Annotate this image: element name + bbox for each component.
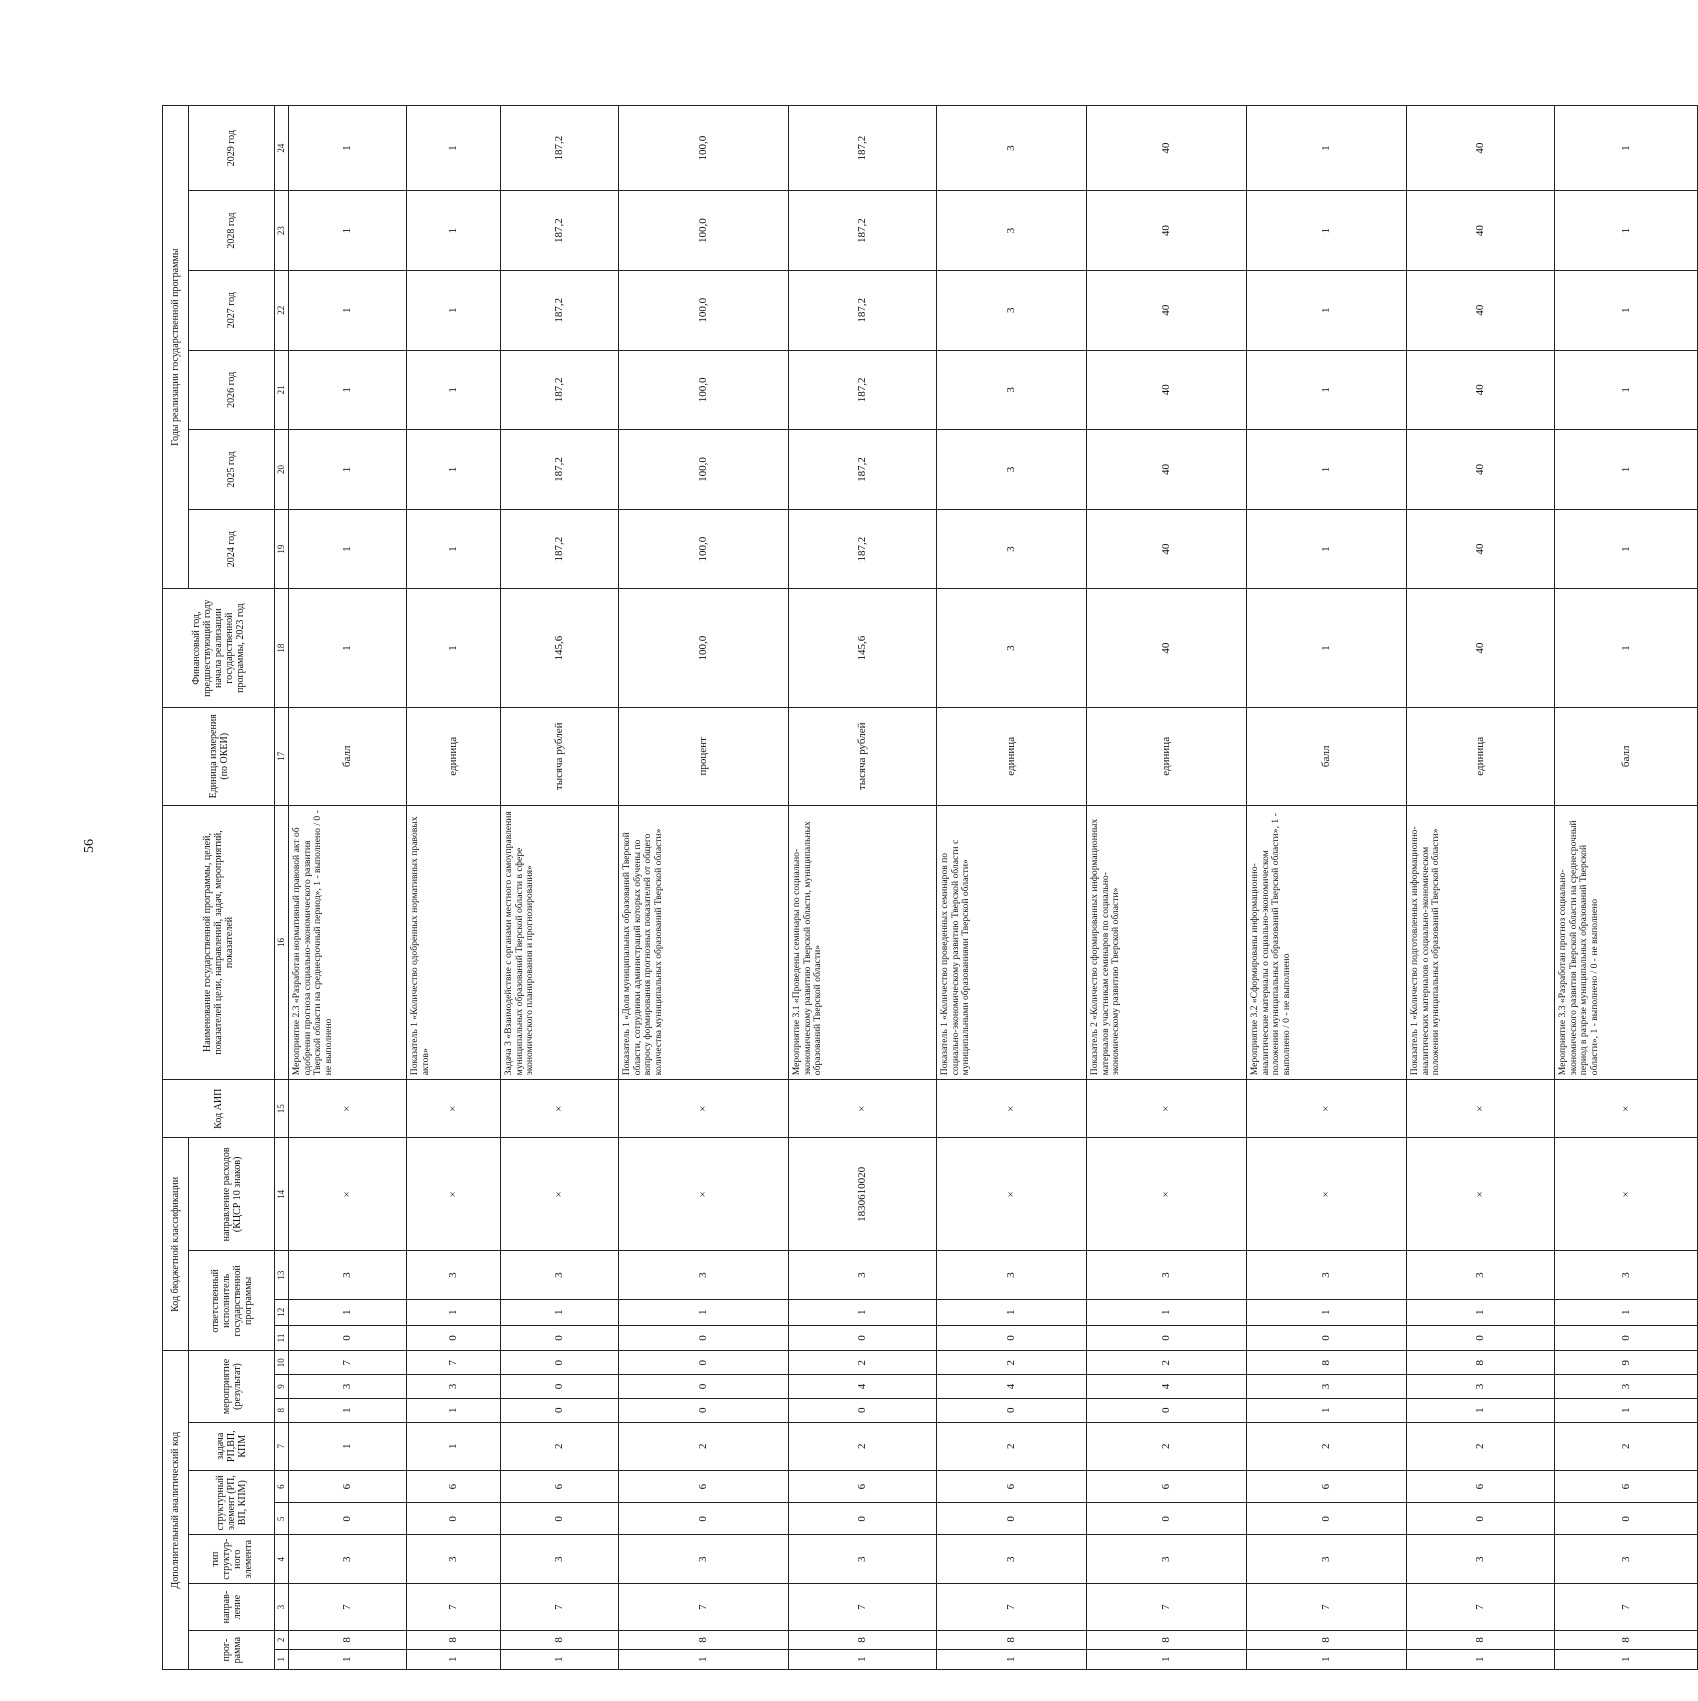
base-year-cell: 1 [1555,589,1698,707]
code-cell: 0 [1087,1325,1247,1351]
code-cell: 0 [789,1325,937,1351]
year-value-cell: 1 [1555,270,1698,350]
code-cell: 0 [501,1503,619,1535]
code-cell: 3 [1407,1251,1555,1299]
header-year-2027: 2027 год [189,270,275,350]
year-value-cell: 1 [289,350,407,430]
code-cell: 4 [937,1375,1087,1399]
header-direction: направ-ление [189,1583,275,1630]
code-cell: 6 [1555,1470,1698,1502]
code-cell: 1 [1247,1398,1407,1422]
table-row [619,106,789,1670]
year-value-cell: 100,0 [619,430,789,510]
year-value-cell: 187,2 [501,106,619,191]
code-cell: 8 [1555,1631,1698,1649]
year-value-cell: 187,2 [501,191,619,271]
code-cell: 3 [407,1375,501,1399]
code-cell: 1 [1087,1649,1247,1669]
year-value-cell: 1 [407,106,501,191]
code-cell: 0 [1087,1398,1247,1422]
code-cell: 6 [1247,1470,1407,1502]
code-cell: 3 [1247,1375,1407,1399]
year-value-cell: 40 [1407,430,1555,510]
code-cell: 3 [619,1535,789,1583]
code-cell: 2 [789,1422,937,1470]
code-cell: 0 [1555,1503,1698,1535]
code-cell: 7 [289,1351,407,1375]
year-value-cell: 1 [289,430,407,510]
header-task: задача РП,ВП, КПМ [189,1422,275,1470]
aip-cell: × [937,1080,1087,1138]
base-year-cell: 40 [1087,589,1247,707]
year-value-cell: 1 [289,509,407,589]
code-cell: 7 [1407,1583,1555,1630]
code-cell: 7 [937,1583,1087,1630]
base-year-cell: 40 [1407,589,1555,707]
year-value-cell: 40 [1407,509,1555,589]
year-value-cell: 187,2 [501,270,619,350]
code-cell: 2 [937,1422,1087,1470]
year-value-cell: 1 [1555,106,1698,191]
code-cell: 0 [1407,1325,1555,1351]
column-number: 12 [275,1299,289,1325]
code-cell: 0 [1407,1503,1555,1535]
unit-cell: тысяча рублей [789,707,937,805]
code-cell: 0 [501,1398,619,1422]
column-number: 15 [275,1080,289,1138]
table-row [407,106,501,1670]
code-cell: 9 [1555,1351,1698,1375]
column-number: 1 [275,1649,289,1669]
code-cell: 6 [1407,1470,1555,1502]
code-cell: 6 [501,1470,619,1502]
year-value-cell: 1 [289,191,407,271]
year-value-cell: 1 [289,106,407,191]
unit-cell: единица [1087,707,1247,805]
code-cell: 7 [501,1583,619,1630]
year-value-cell: 40 [1087,270,1247,350]
code-cell: 3 [501,1535,619,1583]
unit-cell: единица [937,707,1087,805]
code-cell: 7 [407,1351,501,1375]
code-cell: 4 [1087,1375,1247,1399]
page-number: 56 [82,839,97,853]
header-name: Наименование государственной программы, целей, показателей цели, направлений, задач, мероприятий, показателей [163,805,275,1079]
year-value-cell: 40 [1407,270,1555,350]
kcsr-cell: × [289,1138,407,1251]
code-cell: 0 [619,1398,789,1422]
row-name: Показатель 1 «Количество подготовленных информационно-аналитических материалов о социально-экономическом положении муниципальных образований Тверской области» [1407,805,1555,1079]
code-cell: 0 [501,1375,619,1399]
code-cell: 1 [1407,1299,1555,1325]
header-event: мероприятие (результат) [189,1351,275,1422]
year-value-cell: 1 [1555,191,1698,271]
code-cell: 1 [1247,1299,1407,1325]
year-value-cell: 1 [407,191,501,271]
column-number: 20 [275,430,289,510]
year-value-cell: 187,2 [789,509,937,589]
column-number: 6 [275,1470,289,1502]
code-cell: 3 [1555,1375,1698,1399]
code-cell: 1 [619,1649,789,1669]
table-row [289,106,407,1670]
row-name: Задача 3 «Взаимодействие с органами местного самоуправления муниципальных образований Тверской области в сфере экономического планирования и прогнозирования» [501,805,619,1079]
code-cell: 1 [937,1649,1087,1669]
year-value-cell: 100,0 [619,106,789,191]
header-struct-type: тип структур-ного элемента [189,1535,275,1583]
code-cell: 1 [1407,1398,1555,1422]
year-value-cell: 187,2 [501,430,619,510]
code-cell: 0 [619,1375,789,1399]
kcsr-cell: 1830610020 [789,1138,937,1251]
year-value-cell: 40 [1087,350,1247,430]
code-cell: 3 [407,1251,501,1299]
header-analytic-code: Дополнительный аналитический код [163,1351,189,1670]
year-value-cell: 40 [1087,106,1247,191]
row-name: Показатель 2 «Количество сформированных информационных материалов участникам семинаров по социально-экономическому развитию Тверской области» [1087,805,1247,1079]
header-budget-code: Код бюджетной классификации [163,1138,189,1351]
table-row [789,106,937,1670]
aip-cell: × [1247,1080,1407,1138]
year-value-cell: 3 [937,270,1087,350]
code-cell: 1 [289,1422,407,1470]
code-cell: 1 [501,1649,619,1669]
aip-cell: × [407,1080,501,1138]
year-value-cell: 40 [1087,430,1247,510]
code-cell: 3 [937,1251,1087,1299]
code-cell: 3 [1087,1535,1247,1583]
header-year-2025: 2025 год [189,430,275,510]
kcsr-cell: × [1247,1138,1407,1251]
year-value-cell: 1 [407,430,501,510]
code-cell: 1 [289,1649,407,1669]
year-value-cell: 1 [1247,106,1407,191]
year-value-cell: 100,0 [619,350,789,430]
kcsr-cell: × [1087,1138,1247,1251]
column-number-row [275,106,289,1670]
column-number: 5 [275,1503,289,1535]
header-struct-element: структурный элемент (РП, ВП, КПМ) [189,1470,275,1535]
code-cell: 0 [1247,1503,1407,1535]
code-cell: 8 [937,1631,1087,1649]
column-number: 16 [275,805,289,1079]
year-value-cell: 100,0 [619,191,789,271]
year-value-cell: 100,0 [619,270,789,350]
year-value-cell: 1 [1247,350,1407,430]
code-cell: 1 [1555,1299,1698,1325]
code-cell: 3 [289,1535,407,1583]
code-cell: 3 [619,1251,789,1299]
code-cell: 8 [1247,1631,1407,1649]
unit-cell: процент [619,707,789,805]
column-number: 21 [275,350,289,430]
column-number: 14 [275,1138,289,1251]
code-cell: 2 [1087,1422,1247,1470]
base-year-cell: 145,6 [789,589,937,707]
code-cell: 0 [789,1503,937,1535]
year-value-cell: 1 [289,270,407,350]
code-cell: 1 [619,1299,789,1325]
column-number: 17 [275,707,289,805]
code-cell: 0 [619,1351,789,1375]
aip-cell: × [1555,1080,1698,1138]
code-cell: 2 [1247,1422,1407,1470]
code-cell: 7 [407,1583,501,1630]
code-cell: 3 [289,1251,407,1299]
code-cell: 3 [789,1535,937,1583]
code-cell: 2 [501,1422,619,1470]
code-cell: 3 [407,1535,501,1583]
table-row [1087,106,1247,1670]
code-cell: 3 [289,1375,407,1399]
code-cell: 0 [619,1503,789,1535]
kcsr-cell: × [407,1138,501,1251]
code-cell: 3 [937,1535,1087,1583]
year-value-cell: 1 [407,350,501,430]
year-value-cell: 3 [937,106,1087,191]
aip-cell: × [789,1080,937,1138]
year-value-cell: 1 [407,509,501,589]
code-cell: 3 [1407,1535,1555,1583]
unit-cell: балл [289,707,407,805]
column-number: 19 [275,509,289,589]
year-value-cell: 187,2 [789,106,937,191]
year-value-cell: 187,2 [789,270,937,350]
code-cell: 1 [789,1299,937,1325]
code-cell: 0 [937,1503,1087,1535]
code-cell: 0 [1555,1325,1698,1351]
column-number: 10 [275,1351,289,1375]
code-cell: 2 [789,1351,937,1375]
unit-cell: единица [407,707,501,805]
code-cell: 0 [289,1325,407,1351]
code-cell: 7 [289,1583,407,1630]
base-year-cell: 1 [407,589,501,707]
code-cell: 1 [407,1398,501,1422]
code-cell: 7 [789,1583,937,1630]
code-cell: 0 [407,1503,501,1535]
aip-cell: × [619,1080,789,1138]
code-cell: 3 [1247,1535,1407,1583]
header-aip-code: Код АИП [163,1080,275,1138]
code-cell: 0 [501,1325,619,1351]
column-number: 23 [275,191,289,271]
code-cell: 3 [1555,1535,1698,1583]
column-number: 22 [275,270,289,350]
code-cell: 8 [1407,1631,1555,1649]
code-cell: 2 [937,1351,1087,1375]
year-value-cell: 187,2 [789,350,937,430]
row-name: Мероприятие 3.2 «Сформированы информационно-аналитические материалы о социально-экономическом положении муниципальных образований Тверской области», 1 - выполнено / 0 - не выполнено [1247,805,1407,1079]
aip-cell: × [501,1080,619,1138]
code-cell: 3 [1087,1251,1247,1299]
code-cell: 6 [937,1470,1087,1502]
year-value-cell: 187,2 [789,191,937,271]
unit-cell: единица [1407,707,1555,805]
rotated-table-container [162,105,1632,1670]
code-cell: 6 [789,1470,937,1502]
header-year-2028: 2028 год [189,191,275,271]
code-cell: 6 [1087,1470,1247,1502]
kcsr-cell: × [1555,1138,1698,1251]
column-number: 7 [275,1422,289,1470]
kcsr-cell: × [619,1138,789,1251]
base-year-cell: 3 [937,589,1087,707]
code-cell: 0 [1087,1503,1247,1535]
code-cell: 8 [1087,1631,1247,1649]
unit-cell: тысяча рублей [501,707,619,805]
code-cell: 1 [289,1398,407,1422]
aip-cell: × [1407,1080,1555,1138]
header-program: прог-рамма [189,1631,275,1670]
header-year-2024: 2024 год [189,509,275,589]
year-value-cell: 1 [1247,430,1407,510]
table-row [1407,106,1555,1670]
year-value-cell: 1 [1555,509,1698,589]
year-value-cell: 40 [1407,191,1555,271]
table-row [501,106,619,1670]
code-cell: 2 [1555,1422,1698,1470]
code-cell: 8 [289,1631,407,1649]
table-row [1555,106,1698,1670]
base-year-cell: 145,6 [501,589,619,707]
column-number: 3 [275,1583,289,1630]
row-name: Мероприятие 2.3 «Разработан нормативный правовой акт об одобрении прогноза социально-экономического развития Тверской области на среднесрочный период», 1 - выполнено / 0 - не выполнено [289,805,407,1079]
kcsr-cell: × [501,1138,619,1251]
year-value-cell: 1 [407,270,501,350]
code-cell: 2 [619,1422,789,1470]
code-cell: 1 [407,1649,501,1669]
year-value-cell: 40 [1087,509,1247,589]
year-value-cell: 1 [1555,350,1698,430]
row-name: Показатель 1 «Количество одобренных нормативных правовых актов» [407,805,501,1079]
row-name: Показатель 1 «Доля муниципальных образований Тверской области, сотрудники администраций которых обучены по вопросу формирования прогнозных показателей от общего количества муниципальных образований Тверской области» [619,805,789,1079]
column-number: 24 [275,106,289,191]
code-cell: 2 [1407,1422,1555,1470]
year-value-cell: 100,0 [619,509,789,589]
code-cell: 4 [789,1375,937,1399]
code-cell: 0 [289,1503,407,1535]
year-value-cell: 1 [1247,509,1407,589]
row-name: Мероприятие 3.1 «Проведены семинары по социально-экономическому развитию Тверской области, муниципальных образований Тверской области» [789,805,937,1079]
kcsr-cell: × [937,1138,1087,1251]
column-number: 4 [275,1535,289,1583]
code-cell: 7 [1087,1583,1247,1630]
unit-cell: балл [1555,707,1698,805]
row-name: Показатель 1 «Количество проведенных семинаров по социально-экономическому развитию Тверской области с муниципальными образованиями Тверской области» [937,805,1087,1079]
kcsr-cell: × [1407,1138,1555,1251]
code-cell: 0 [619,1325,789,1351]
column-number: 11 [275,1325,289,1351]
header-years-group: Годы реализации государственной программы [163,106,189,589]
code-cell: 1 [789,1649,937,1669]
table-row [937,106,1087,1670]
code-cell: 3 [1555,1251,1698,1299]
base-year-cell: 100,0 [619,589,789,707]
aip-cell: × [1087,1080,1247,1138]
base-year-cell: 1 [1247,589,1407,707]
code-cell: 6 [619,1470,789,1502]
code-cell: 0 [937,1398,1087,1422]
code-cell: 1 [1247,1649,1407,1669]
aip-cell: × [289,1080,407,1138]
code-cell: 6 [289,1470,407,1502]
year-value-cell: 1 [1555,430,1698,510]
code-cell: 0 [1247,1325,1407,1351]
year-value-cell: 40 [1087,191,1247,271]
column-number: 18 [275,589,289,707]
year-value-cell: 1 [1247,270,1407,350]
year-value-cell: 3 [937,509,1087,589]
code-cell: 8 [1407,1351,1555,1375]
code-cell: 0 [789,1398,937,1422]
code-cell: 1 [407,1299,501,1325]
year-value-cell: 40 [1407,106,1555,191]
code-cell: 1 [407,1422,501,1470]
code-cell: 8 [1247,1351,1407,1375]
column-number: 13 [275,1251,289,1299]
year-value-cell: 187,2 [501,509,619,589]
unit-cell: балл [1247,707,1407,805]
code-cell: 8 [407,1631,501,1649]
code-cell: 2 [1087,1351,1247,1375]
year-value-cell: 3 [937,430,1087,510]
code-cell: 3 [789,1251,937,1299]
code-cell: 3 [1247,1251,1407,1299]
code-cell: 1 [501,1299,619,1325]
table-row [1247,106,1407,1670]
program-indicators-table [162,105,1698,1670]
code-cell: 1 [1555,1649,1698,1669]
year-value-cell: 3 [937,191,1087,271]
year-value-cell: 187,2 [501,350,619,430]
header-year-2026: 2026 год [189,350,275,430]
header-unit: Единица измерения (по ОКЕИ) [163,707,275,805]
header-executor: ответственный исполнитель государственной программы [189,1251,275,1351]
base-year-cell: 1 [289,589,407,707]
code-cell: 1 [1407,1649,1555,1669]
code-cell: 1 [1087,1299,1247,1325]
year-value-cell: 1 [1247,191,1407,271]
code-cell: 8 [789,1631,937,1649]
code-cell: 0 [407,1325,501,1351]
column-number: 2 [275,1631,289,1649]
code-cell: 0 [937,1325,1087,1351]
year-value-cell: 3 [937,350,1087,430]
code-cell: 1 [289,1299,407,1325]
code-cell: 7 [1247,1583,1407,1630]
code-cell: 3 [501,1251,619,1299]
code-cell: 1 [1555,1398,1698,1422]
header-year-2029: 2029 год [189,106,275,191]
row-name: Мероприятие 3.3 «Разработан прогноз социально-экономического развития Тверской области на среднесрочный период в разрезе муниципальных образований Тверской области», 1 - выполнено / 0 - не выполнено [1555,805,1698,1079]
code-cell: 0 [501,1351,619,1375]
column-number: 9 [275,1375,289,1399]
code-cell: 3 [1407,1375,1555,1399]
code-cell: 7 [1555,1583,1698,1630]
column-number: 8 [275,1398,289,1422]
code-cell: 6 [407,1470,501,1502]
code-cell: 1 [937,1299,1087,1325]
code-cell: 7 [619,1583,789,1630]
code-cell: 8 [501,1631,619,1649]
year-value-cell: 40 [1407,350,1555,430]
year-value-cell: 187,2 [789,430,937,510]
header-fin-year: Финансовый год, предшествующий году начала реализации государственной программы, 2023 год [163,589,275,707]
header-expense: направление расходов (КЦСР 10 знаков) [189,1138,275,1251]
code-cell: 8 [619,1631,789,1649]
